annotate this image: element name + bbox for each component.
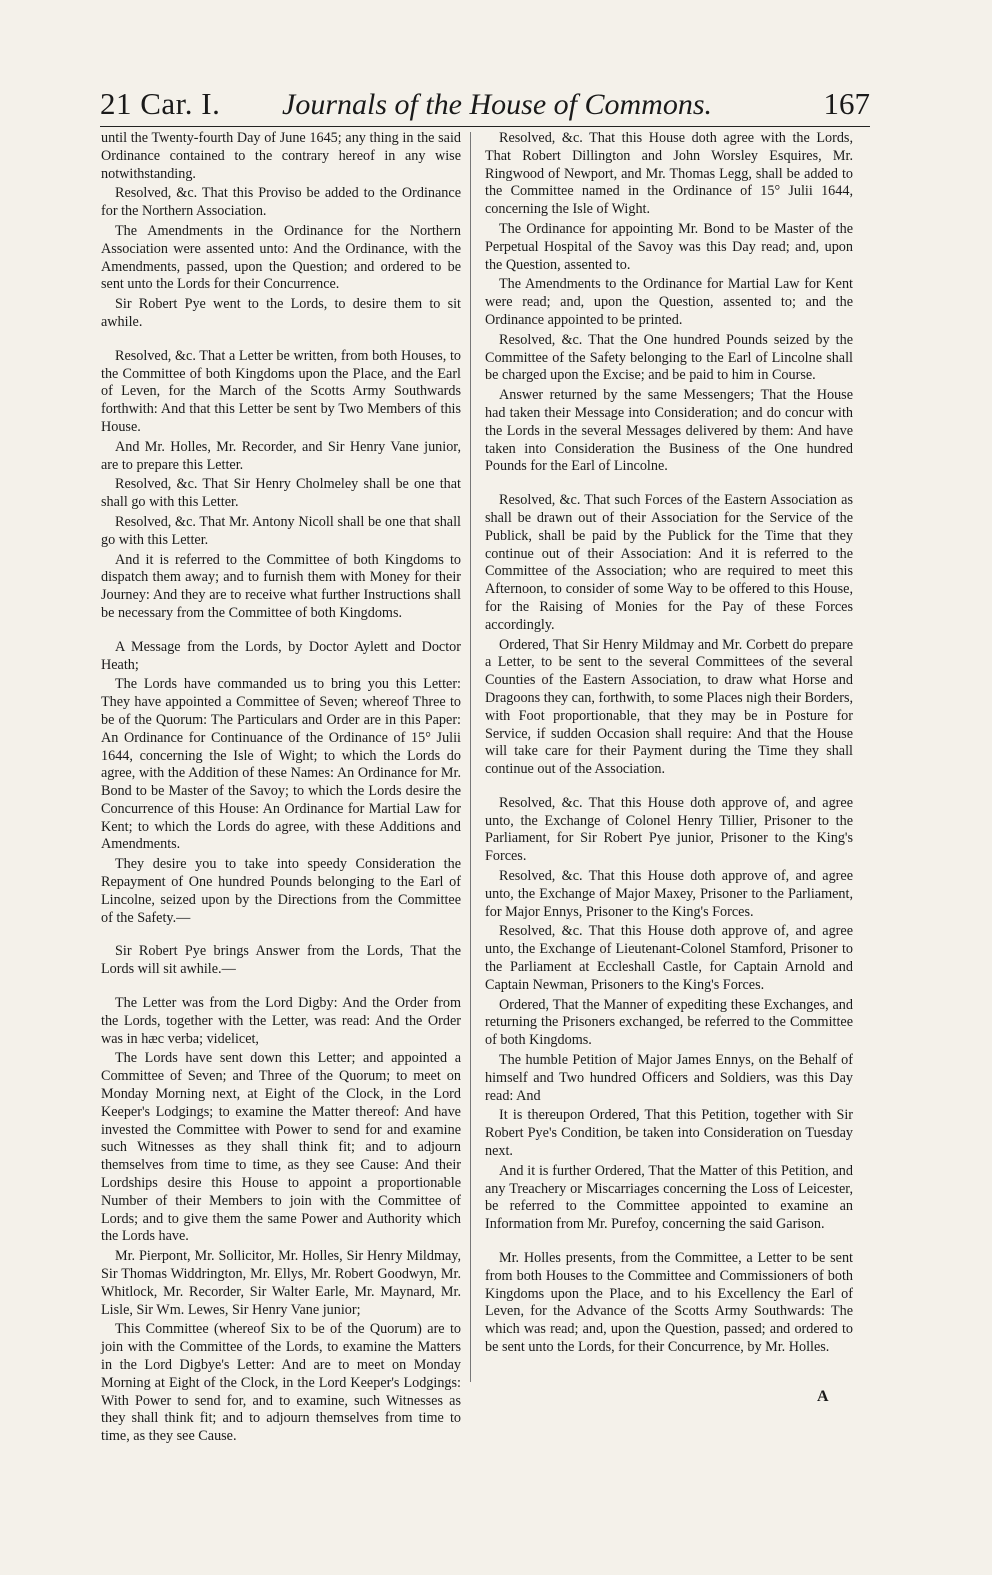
paragraph: Sir Robert Pye brings Answer from the Lords, That the Lords will sit awhile.— xyxy=(101,943,461,978)
paragraph: The Lords have sent down this Letter; and appointed a Committee of Seven; and Three of the Quorum; to meet on Monday Morning next, at Eight of the Clock, in the Lord Keeper's Lodgings; to examine the Matter thereof: And have invested the Committee with Power to send for and examine such Witnesses as they shall think fit; and to adjourn themselves from time to time, as they see Cause: And their Lordships desire this House to appoint a proportionable Number of their Members to join with the Committee of Lords; and to give them the same Power and Authority which the Lords have. xyxy=(101,1050,461,1245)
paragraph: Resolved, &c. That this House doth agree with the Lords, That Robert Dillington and John Worsley Esquires, Mr. Ringwood of Newport, and Mr. Thomas Legg, shall be added to the Committee named in the Ordinance of 15° Julii 1644, concerning the Isle of Wight. xyxy=(485,130,853,218)
paragraph: Sir Robert Pye went to the Lords, to desire them to sit awhile. xyxy=(101,296,461,330)
running-header xyxy=(100,86,870,127)
paragraph: Resolved, &c. That this Proviso be added to the Ordinance for the Northern Association. xyxy=(101,185,461,220)
page-number: 167 xyxy=(823,86,870,121)
paragraph: Resolved, &c. That such Forces of the Eastern Association as shall be drawn out of their Association for the Service of the Publick, shall be paid by the Publick for the Time that they continue out of their Association: And it is referred to the Committee of the Association; who are required to meet this Afternoon, to consider of some Way to be offered to this House, for the Raising of Monies for the Pay of these Forces accordingly. xyxy=(485,492,853,633)
left-column xyxy=(101,130,461,1448)
paragraph: And it is further Ordered, That the Matter of this Petition, and any Treachery or Miscarriages concerning the Loss of Leicester, be referred to the Committee appointed to examine an Information from Mr. Purefoy, concerning the said Garison. xyxy=(485,1162,853,1233)
paragraph: Mr. Pierpont, Mr. Sollicitor, Mr. Holles, Sir Henry Mildmay, Sir Thomas Widdrington, Mr. Ellys, Mr. Robert Goodwyn, Mr. Whitlock, Mr. Recorder, Sir Walter Earle, Mr. Maynard, Mr. Lisle, Sir Wm. Lewes, Sir Henry Vane junior; xyxy=(101,1248,461,1318)
paragraph: until the Twenty-fourth Day of June 1645; any thing in the said Ordinance contained to the contrary hereof in any wise notwithstanding. xyxy=(101,130,461,182)
paragraph: Mr. Holles presents, from the Committee, a Letter to be sent from both Houses to the Committee and Commissioners of both Kingdoms upon the Place, and to his Excellency the Earl of Leven, for the Advance of the Scotts Army Southwards: The which was read; and, upon the Question, passed; and ordered to be sent unto the Lords, for their Concurrence, by Mr. Holles. xyxy=(485,1250,853,1355)
paragraph: The Letter was from the Lord Digby: And the Order from the Lords, together with the Letter, was read: And the Order was in hæc verba; videlicet, xyxy=(101,995,461,1047)
paragraph: Resolved, &c. That Sir Henry Cholmeley shall be one that shall go with this Letter. xyxy=(101,476,461,511)
paragraph: The Amendments in the Ordinance for the Northern Association were assented unto: And the Ordinance, with the Amendments, passed, upon the Question; and ordered to be sent unto the Lords for their Concurrence. xyxy=(101,222,461,293)
paragraph: Resolved, &c. That a Letter be written, from both Houses, to the Committee of both Kingdoms upon the Place, and the Earl of Leven, for the March of the Scotts Army Southwards forthwith: And that this Letter be sent by Two Members of this House. xyxy=(101,347,461,435)
paragraph: The Amendments to the Ordinance for Martial Law for Kent were read; and, upon the Question, assented to; and the Ordinance appointed to be printed. xyxy=(485,276,853,328)
catchword: A xyxy=(817,1388,829,1405)
paragraph: Resolved, &c. That the One hundred Pounds seized by the Committee of the Safety belonging to the Earl of Lincolne shall be charged upon the Excise; and be paid to him in Course. xyxy=(485,331,853,384)
paragraph: Resolved, &c. That this House doth approve of, and agree unto, the Exchange of Lieutenant-Colonel Stamford, Prisoner to the Parliament at Eccleshall Castle, for Captain Arnold and Captain Newman, Prisoners to the King's Forces. xyxy=(485,923,853,993)
paragraph: And it is referred to the Committee of both Kingdoms to dispatch them away; and to furnish them with Money for their Journey: And they are to receive what further Instructions shall be necessary from the Committee of both Kingdoms. xyxy=(101,551,461,621)
paragraph: Resolved, &c. That this House doth approve of, and agree unto, the Exchange of Major Maxey, Prisoner to the Parliament, for Major Ennys, Prisoner to the King's Forces. xyxy=(485,868,853,920)
column-divider xyxy=(470,132,471,1382)
paragraph: The Lords have commanded us to bring you this Letter: They have appointed a Committee of Seven; whereof Three to be of the Quorum: The Particulars and Order are in this Paper: An Ordinance for Continuance of the Ordinance of 15° Julii 1644, concerning the Isle of Wight; to which the Lords do agree, with the Addition of these Names: An Ordinance for Mr. Bond to be Master of the Savoy; to which the Lords desire the Concurrence of this House: An Ordinance for Martial Law for Kent; to which the Lords do agree, with these Additions and Amendments. xyxy=(101,676,461,853)
paragraph: Ordered, That the Manner of expediting these Exchanges, and returning the Prisoners exchanged, be referred to the Committee of both Kingdoms. xyxy=(485,996,853,1049)
paragraph: A Message from the Lords, by Doctor Aylett and Doctor Heath; xyxy=(101,638,461,673)
paragraph: The Ordinance for appointing Mr. Bond to be Master of the Perpetual Hospital of the Savoy was this Day read; and, upon the Question, assented to. xyxy=(485,220,853,273)
paragraph: Resolved, &c. That Mr. Antony Nicoll shall be one that shall go with this Letter. xyxy=(101,513,461,548)
paragraph: Ordered, That Sir Henry Mildmay and Mr. Corbett do prepare a Letter, to be sent to the several Committees of the several Counties of the Eastern Association, to draw what Horse and Dragoons they can, forthwith, to some Places nigh their Borders, with Foot proportionable, that they may be in Posture for Service, if sudden Occasion shall require: And that the House will take care for their Payment during the Time they shall continue out of the Association. xyxy=(485,636,854,778)
paragraph: Answer returned by the same Messengers; That the House had taken their Message into Consideration; and do concur with the Lords in the several Messages delivered by them: And have taken into Consideration the Business of the One hundred Pounds for the Earl of Lincolne. xyxy=(485,387,853,475)
regnal-year: 21 Car. I. xyxy=(100,86,221,121)
paragraph: It is thereupon Ordered, That this Petition, together with Sir Robert Pye's Condition, be taken into Consideration on Tuesday next. xyxy=(485,1107,853,1160)
paragraph: Resolved, &c. That this House doth approve of, and agree unto, the Exchange of Colonel Henry Tillier, Prisoner to the Parliament, for Sir Robert Pye junior, Prisoner to the King's Forces. xyxy=(485,794,853,865)
paragraph: The humble Petition of Major James Ennys, on the Behalf of himself and Two hundred Officers and Soldiers, was this Day read: And xyxy=(485,1052,853,1104)
journal-title: Journals of the House of Commons. xyxy=(282,88,712,121)
paragraph: And Mr. Holles, Mr. Recorder, and Sir Henry Vane junior, are to prepare this Letter. xyxy=(101,438,461,473)
paragraph: This Committee (whereof Six to be of the Quorum) are to join with the Committee of the Lords, to examine the Matters in the Lord Digbye's Letter: And are to meet on Monday Morning at Eight of the Clock, in the Lord Keeper's Lodgings: With Power to send for, and to examine, such Witnesses as they shall think fit; and to adjourn themselves from time to time, as they see Cause. xyxy=(101,1321,461,1445)
paragraph: They desire you to take into speedy Consideration the Repayment of One hundred Pounds belonging to the Earl of Lincolne, seized upon by the Directions from the Committee of the Safety.— xyxy=(101,856,461,926)
right-column xyxy=(485,130,853,1359)
